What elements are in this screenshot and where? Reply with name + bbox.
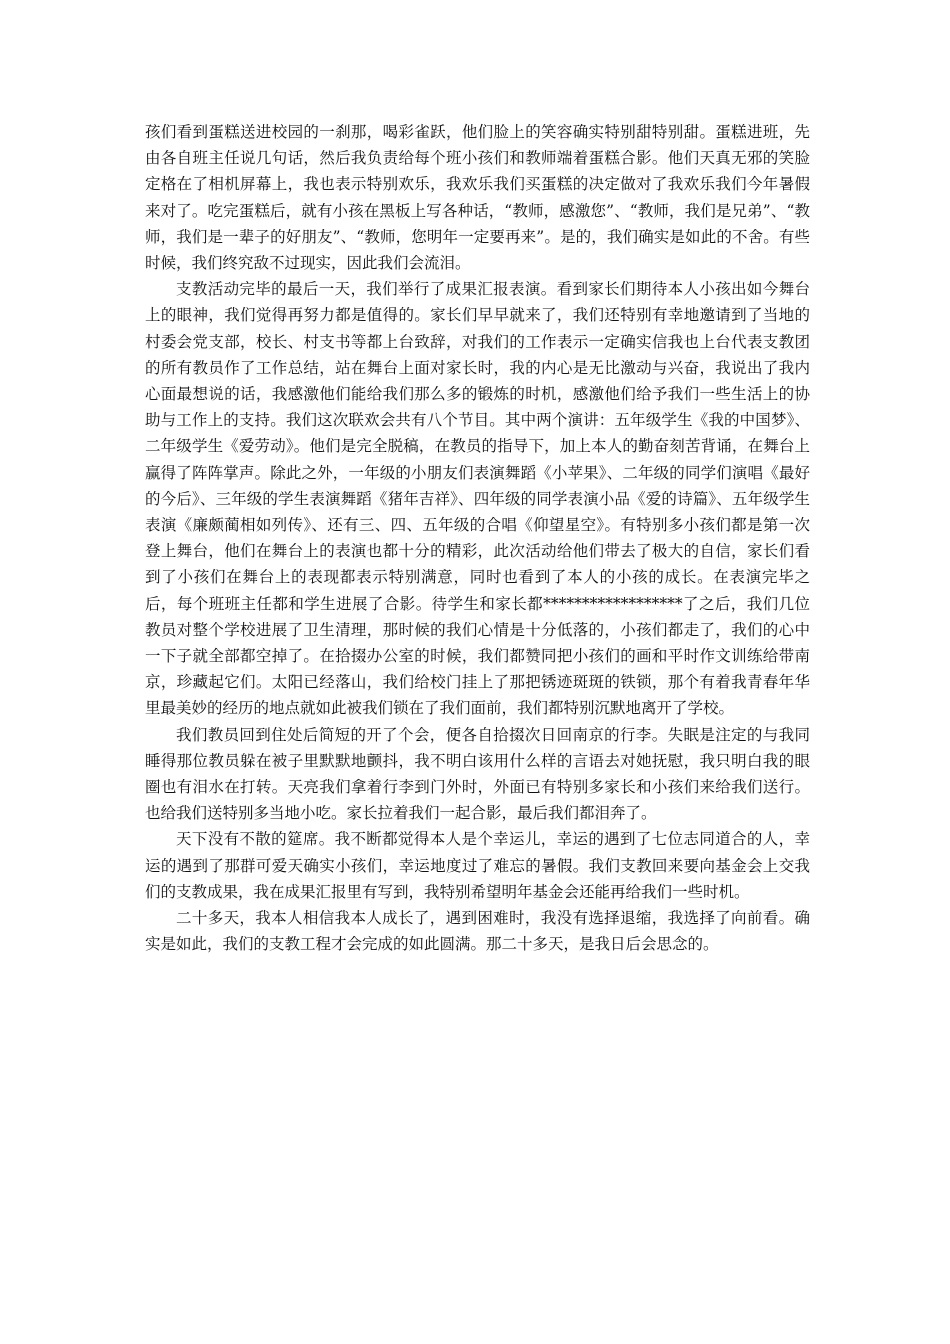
paragraph-1: 孩们看到蛋糕送进校园的一刹那，喝彩雀跃，他们脸上的笑容确实特别甜特别甜。蛋糕进班，先由各自班主任说几句话，然后我负责给每个班小孩们和教师端着蛋糕合影。他们天真无邪的笑脸定格在了相机屏幕上，我也表示特别欢乐，我欢乐我们买蛋糕的决定做对了我欢乐我们今年暑假来对了。吃完蛋糕后，就有小孩在黑板上写各种话，“教师，感激您”、“教师，我们是兄弟”、“教师，我们是一辈子的好朋友”、“教师，您明年一定要再来”。是的，我们确实是如此的不舍。有些时候，我们终究敌不过现实，因此我们会流泪。 [145, 123, 810, 273]
document-body [145, 119, 810, 958]
paragraph-4: 天下没有不散的筵席。我不断都觉得本人是个幸运儿，幸运的遇到了七位志同道合的人，幸运的遇到了那群可爱天确实小孩们，幸运地度过了难忘的暑假。我们支教回来要向基金会上交我们的支教成果，我在成果汇报里有写到，我特别希望明年基金会还能再给我们一些时机。 [145, 830, 810, 901]
paragraph-3: 我们教员回到住处后简短的开了个会，便各自拾掇次日回南京的行李。失眠是注定的与我同睡得那位教员躲在被子里默默地颤抖，我不明白该用什么样的言语去对她抚慰，我只明白我的眼圈也有泪水在打转。天亮我们拿着行李到门外时，外面已有特别多家长和小孩们来给我们送行。也给我们送特别多当地小吃。家长拉着我们一起合影，最后我们都泪奔了。 [145, 725, 810, 823]
paragraph-5: 二十多天，我本人相信我本人成长了，遇到困难时，我没有选择退缩，我选择了向前看。确实是如此，我们的支教工程才会完成的如此圆满。那二十多天，是我日后会思念的。 [145, 909, 810, 954]
paragraph-2: 支教活动完毕的最后一天，我们举行了成果汇报表演。看到家长们期待本人小孩出如今舞台上的眼神，我们觉得再努力都是值得的。家长们早早就来了，我们还特别有幸地邀请到了当地的村委会党支部，校长、村支书等都上台致辞，对我们的工作表示一定确实信我也上台代表支教团的所有教员作了工作总结，站在舞台上面对家长时，我的内心是无比激动与兴奋，我说出了我内心面最想说的话，我感激他们能给我们那么多的锻炼的时机，感激他们给予我们一些生活上的协助与工作上的支持。我们这次联欢会共有八个节目。其中两个演讲：五年级学生《我的中国梦》、二年级学生《爱劳动》。他们是完全脱稿，在教员的指导下，加上本人的勤奋刻苦背诵，在舞台上赢得了阵阵掌声。除此之外，一年级的小朋友们表演舞蹈《小苹果》、二年级的同学们演唱《最好的今后》、三年级的学生表演舞蹈《猪年吉祥》、四年级的同学表演小品《爱的诗篇》、五年级学生表演《廉颇蔺相如列传》、还有三、四、五年级的合唱《仰望星空》。有特别多小孩们都是第一次登上舞台，他们在舞台上的表演也都十分的精彩，此次活动给他们带去了极大的自信，家长们看到了小孩们在舞台上的表现都表示特别满意，同时也看到了本人的小孩的成长。在表演完毕之后，每个班班主任都和学生进展了合影。待学生和家长都******************了之后，我们几位教员对整个学校进展了卫生清理，那时候的我们心情是十分低落的，小孩们都走了，我们的心中一下子就全部都空掉了。在拾掇办公室的时候，我们都赞同把小孩们的画和平时作文训练给带南京，珍藏起它们。太阳已经落山，我们给校门挂上了那把锈迹斑斑的铁锁，那个有着我青春年华里最美妙的经历的地点就如此被我们锁在了我们面前，我们都特别沉默地离开了学校。 [145, 280, 810, 718]
